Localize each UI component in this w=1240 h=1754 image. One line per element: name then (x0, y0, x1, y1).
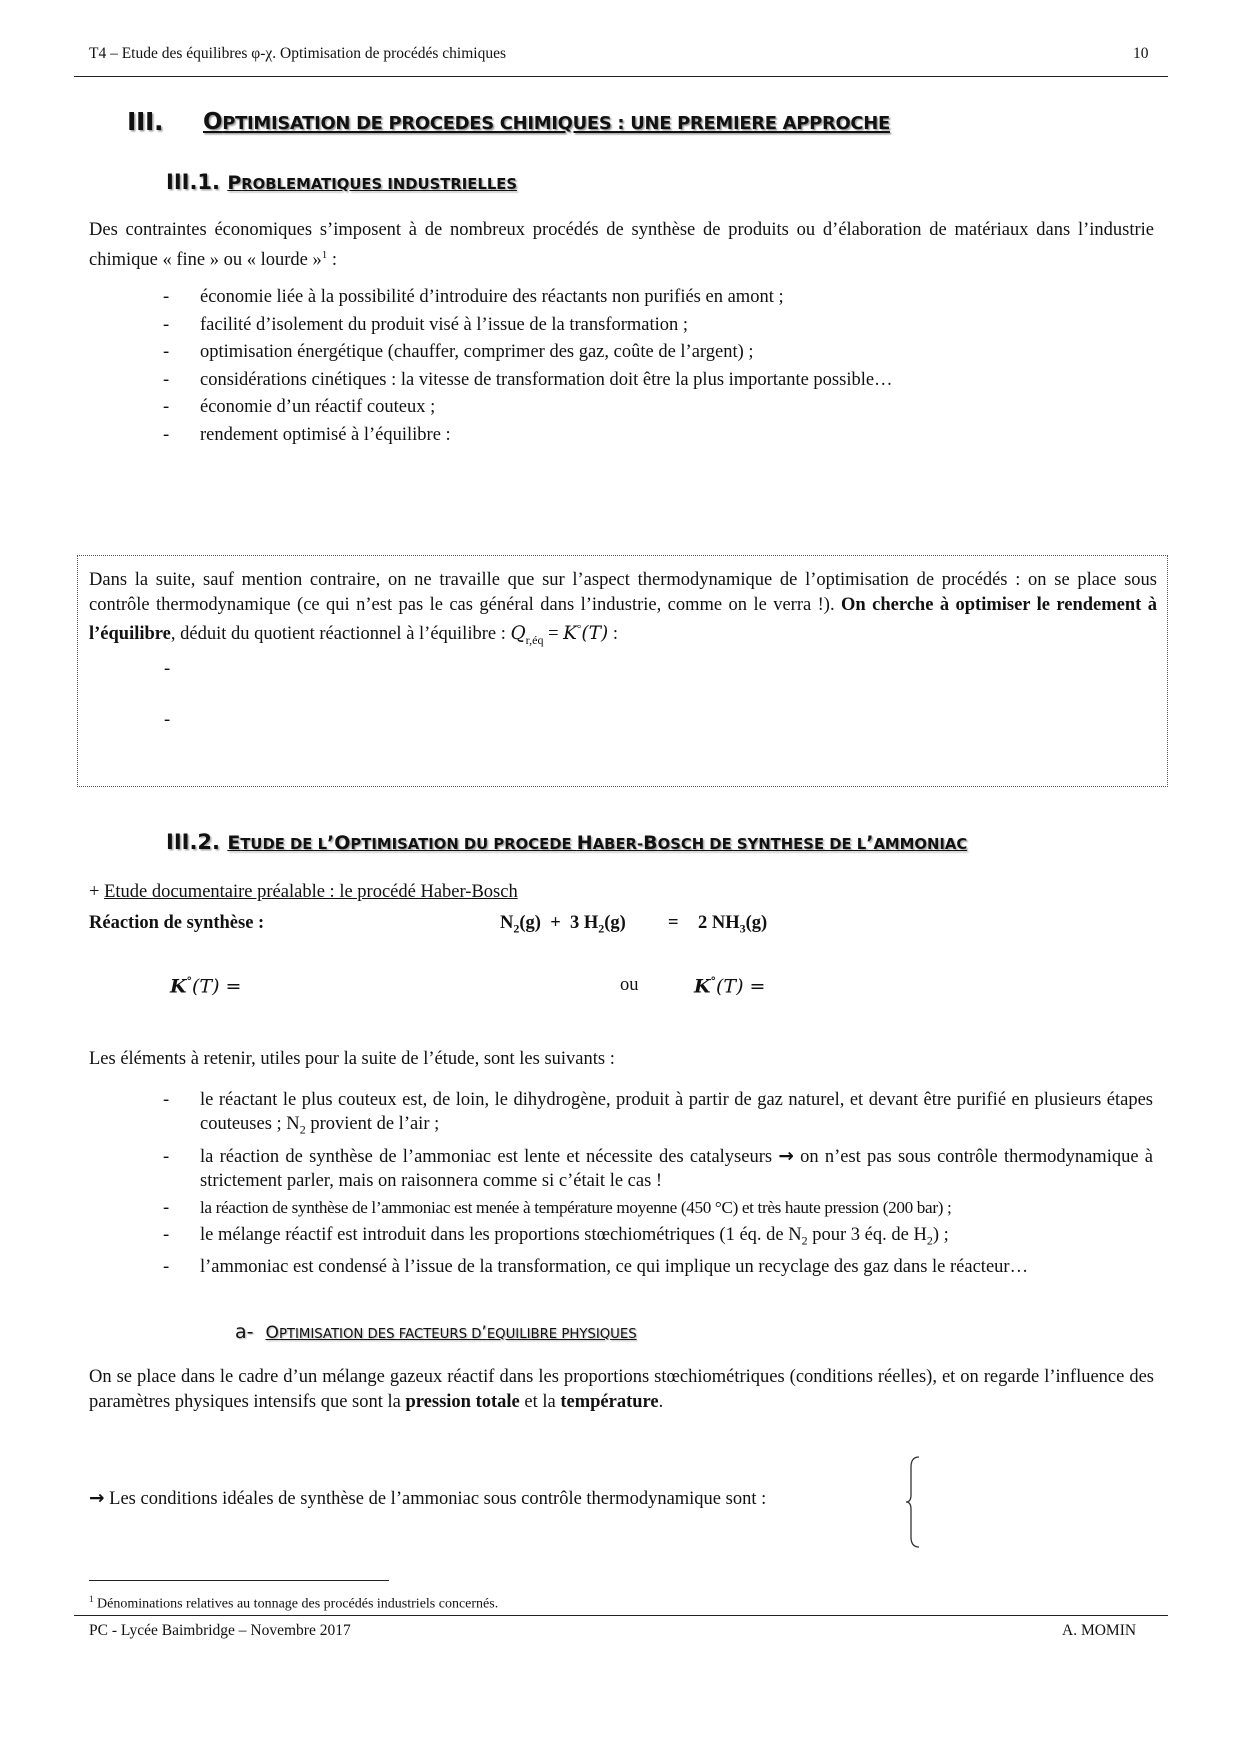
reaction-equals: = (668, 913, 679, 933)
list-item: - économie liée à la possibilité d’introduire des réactants non purifiés en amont ; (163, 287, 784, 307)
list-item: - l’ammoniac est condensé à l’issue de la transformation, ce qui implique un recyclage des gaz dans le réacteur… (163, 1257, 1029, 1278)
footnote-rule (89, 1580, 389, 1581)
reaction-product: 2 $NH_3(g)$ (698, 913, 768, 936)
arrow-icon: → (778, 1145, 794, 1167)
subsubsection-title: OPTIMISATION DES FACTEURS D’EQUILIBRE PHYSIQUES (265, 1323, 637, 1343)
box-dash-2: - (164, 710, 171, 730)
list-item: - économie d’un réactif couteux ; (163, 397, 436, 417)
footer-right: A. MOMIN (1062, 1622, 1137, 1639)
etude-line: + Etude documentaire préalable : le procédé Haber-Bosch (89, 882, 518, 902)
list-item: - la réaction de synthèse de l’ammoniac est lente et nécessite des catalyseurs → on n’est pas sous contrôle thermodynamique à strictement parler, mais on raisonnera comme si c’était le cas ! (163, 1145, 1154, 1191)
conclusion-line: → Les conditions idéales de synthèse de l’ammoniac sous contrôle thermodynamique sont : (89, 1488, 767, 1509)
arrow-icon: → (89, 1488, 105, 1509)
ou-label: ou (620, 975, 639, 995)
haber-list (163, 1088, 1153, 1282)
footer-left: PC - Lycée Baimbridge – Novembre 2017 (89, 1622, 351, 1639)
list-item: - facilité d’isolement du produit visé à l’issue de la transformation ; (163, 314, 689, 335)
subsection-number-1: III.1. (166, 170, 221, 194)
thermo-box (77, 555, 1168, 787)
subsection-title-2: ETUDE DE L’OPTIMISATION DU PROCEDE HABER-BOSCH DE SYNTHESE DE L’AMMONIAC (227, 832, 968, 854)
subsubsection-heading-a (235, 1321, 637, 1343)
header-title: T4 – Etude des équilibres φ-χ. Optimisation de procédés chimiques (89, 45, 507, 62)
list-item: - rendement optimisé à l’équilibre : (163, 424, 451, 445)
list-item: - le mélange réactif est introduit dans les proportions stœchiométriques (1 éq. de $N_2$ pour 3 éq. de $H_2$) ; (163, 1224, 949, 1248)
reaction-label: Réaction de synthèse : (89, 913, 265, 933)
constraints-list (163, 285, 1063, 450)
page-number: 10 (1133, 45, 1149, 62)
intro-paragraph: Des contraintes économiques s’imposent à de nombreux procédés de synthèse de produits ou d’élaboration de matériaux dans l’industrie chimique « fine » ou « lourde »$^1$ : (89, 220, 1154, 270)
reaction-equation: $N_2(g) + 3$ $H_2(g)$ (500, 913, 626, 936)
etude-label: Etude documentaire préalable : le procédé Haber-Bosch (104, 882, 518, 902)
list-item: - la réaction de synthèse de l’ammoniac est menée à température moyenne (450 °C) et très haute pression (200 bar) ; (163, 1197, 952, 1218)
box-dash-1: - (164, 659, 171, 679)
subsection-number-2: III.2. (166, 830, 221, 854)
subsection-title-1: PROBLEMATIQUES INDUSTRIELLES (227, 172, 518, 194)
optimisation-paragraph: On se place dans le cadre d’un mélange gazeux réactif dans les proportions stœchiométriques (conditions réelles), et on regarde l’influence des paramètres physiques intensifs que sont la pression totale et la température. (89, 1367, 1154, 1412)
thermo-box-text: Dans la suite, sauf mention contraire, on ne travaille que sur l’aspect thermodynamique de l’optimisation de procédés : on se place sous contrôle thermodynamique (ce qui n’est pas le cas général dans l’industrie, comme on le verra !). On cherche à optimiser le rendement à l’équilibre, déduit du quotient réactionnel à l’équilibre : $Q_{r,éq} = K^\circ(T)$ : (89, 570, 1157, 647)
section-number: III. (127, 107, 164, 136)
footer-rule (74, 1615, 1168, 1616)
footnote-ref: 1 (321, 248, 328, 261)
subsection-heading-2 (166, 830, 967, 854)
list-item: - optimisation énergétique (chauffer, comprimer des gaz, coûte de l’argent) ; (163, 342, 754, 362)
header-rule (74, 76, 1168, 77)
k-expression-right: K°(T) = (694, 975, 766, 998)
curly-brace (905, 1455, 925, 1550)
section-title: OPTIMISATION DE PROCEDES CHIMIQUES : UNE PREMIERE APPROCHE (203, 109, 890, 135)
subsubsection-label: a- (235, 1321, 254, 1343)
subsection-heading-1 (166, 170, 517, 194)
k-expression-left: K°(T) = (170, 975, 242, 998)
footnote: $^1$ Dénominations relatives au tonnage des procédés industriels concernés. (89, 1594, 499, 1612)
retenir-line: Les éléments à retenir, utiles pour la suite de l’étude, sont les suivants : (89, 1049, 615, 1069)
list-item: - considérations cinétiques : la vitesse de transformation doit être la plus importante possible… (163, 369, 893, 390)
list-item: - le réactant le plus couteux est, de loin, le dihydrogène, produit à partir de gaz naturel, et devant être purifié en plusieurs étapes couteuses ; $N_2$ provient de l’air ; (163, 1090, 1153, 1137)
